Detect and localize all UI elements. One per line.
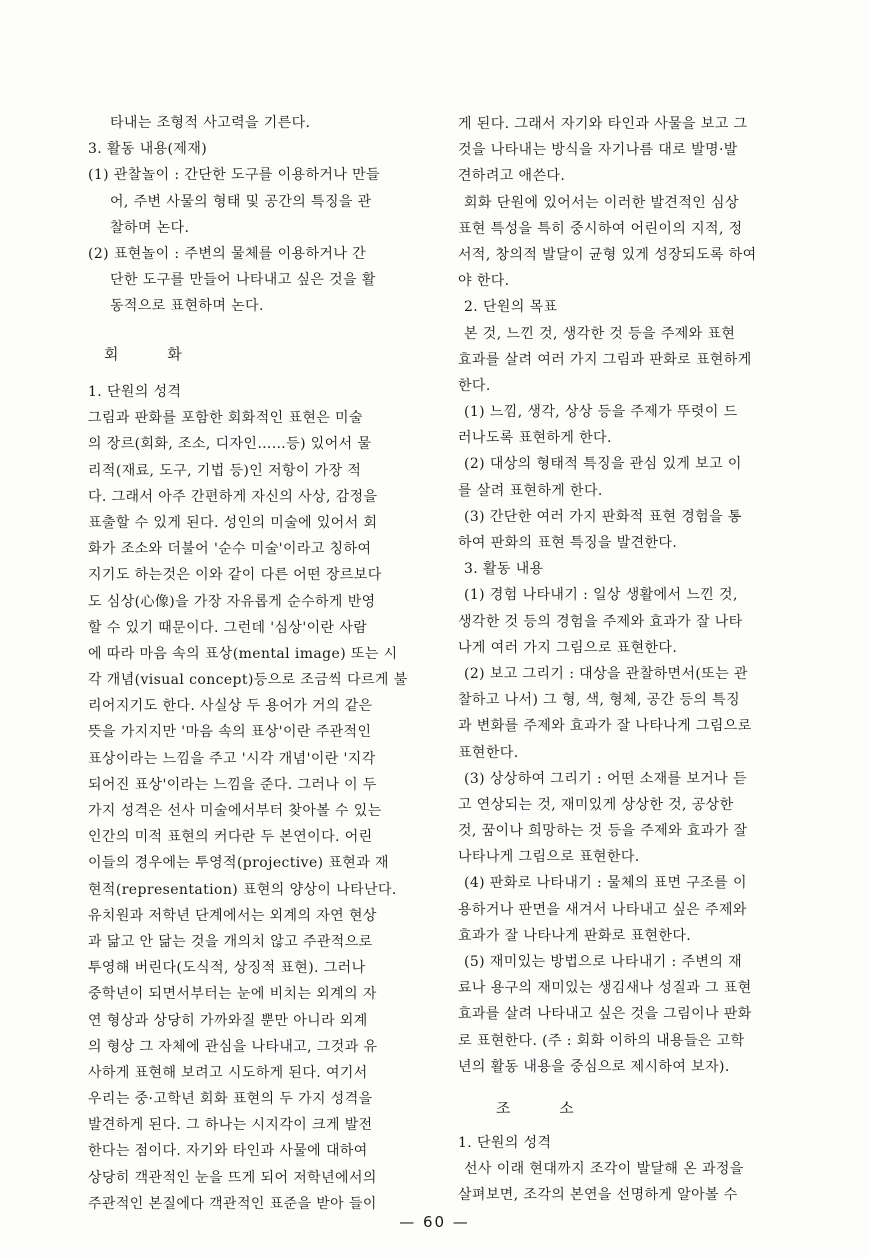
text-line: 표상이라는 느낌을 주고 '시각 개념'이란 '지각 (88, 750, 376, 767)
text-line: 야 한다. (458, 273, 510, 290)
text-line: 이들의 경우에는 투영적(projective) 표현과 재 (88, 855, 389, 872)
text-line: 중학년이 되면서부터는 눈에 비치는 외계의 자 (88, 986, 377, 1003)
text-line: 발견하게 된다. 그 하나는 시지각이 크게 발전 (88, 1117, 373, 1134)
text-line: 가지 성격은 선사 미술에서부터 찾아볼 수 있는 (88, 803, 382, 819)
text-line: 리어지기도 한다. 사실상 두 용어가 거의 같은 (88, 698, 373, 715)
text-line: 에 따라 마음 속의 표상(mental image) 또는 시 (88, 645, 398, 662)
heading-painting: 회 화 (104, 345, 204, 363)
list-item: (1) 느낌, 생각, 상상 등을 주제가 뚜렷이 드 (464, 404, 738, 421)
text-line: 러나도록 표현하게 한다. (458, 430, 612, 447)
text-line: 리적(재료, 도구, 기법 등)인 저항이 가장 적 (88, 462, 362, 479)
text-line: 어, 주변 사물의 형태 및 공간의 특징을 관 (110, 193, 372, 210)
text-line: 생각한 것 등의 경험을 주제와 효과가 잘 나타 (458, 613, 743, 630)
text-line: 주관적인 본질에다 객관적인 표준을 받아 들이 (88, 1195, 377, 1212)
list-item: (5) 재미있는 방법으로 나타내기 : 주변의 재 (464, 954, 743, 970)
text-line: 것을 나타내는 방식을 자기나름 대로 발명·발 (458, 142, 738, 159)
list-item: (2) 대상의 형태적 특징을 관심 있게 보고 이 (464, 456, 742, 473)
text-line: 그림과 판화를 포함한 회화적인 표현은 미술 (88, 410, 363, 427)
text-line: 유치원과 저학년 단계에서는 외계의 자연 현상 (88, 907, 377, 924)
text-line: 지기도 하는것은 이와 같이 다른 어떤 장르보다 (88, 567, 382, 584)
text-line: 도 심상(心像)을 가장 자유롭게 순수하게 반영 (88, 593, 376, 610)
page-number: — 60 — (399, 1213, 470, 1231)
text-line: 회화 단원에 있어서는 이러한 발견적인 심상 (464, 194, 739, 211)
section-heading: 1. 단원의 성격 (88, 384, 182, 400)
text-line: 연 형상과 상당히 가까와질 뿐만 아니라 외계 (88, 1012, 368, 1029)
text-line: 본 것, 느낀 것, 생각한 것 등을 주제와 표현 (464, 325, 736, 342)
text-line: 동적으로 표현하며 논다. (110, 298, 264, 315)
text-line: 우리는 중·고학년 회화 표현의 두 가지 성격을 (88, 1091, 373, 1108)
text-line: 것, 꿈이나 희망하는 것 등을 주제와 효과가 잘 (458, 823, 748, 840)
text-line: 로 표현한다. (주 : 회화 이하의 내용들은 고학 (458, 1032, 745, 1049)
text-line: 년의 활동 내용을 중심으로 제시하여 보자). (458, 1058, 730, 1075)
text-line: 효과를 살려 여러 가지 그림과 판화로 표현하게 (458, 351, 752, 368)
section-heading: 2. 단원의 목표 (464, 299, 558, 316)
text-line: 게 된다. 그래서 자기와 타인과 사물을 보고 그 (458, 116, 748, 132)
text-line: 서적, 창의적 발달이 균형 있게 성장되도록 하여 (458, 246, 757, 263)
text-line: 료나 용구의 재미있는 생김새나 성질과 그 표현 (458, 980, 752, 997)
section-heading: 3. 활동 내용(제재) (88, 141, 208, 158)
text-line: 단한 도구를 만들어 나타내고 싶은 것을 활 (110, 272, 376, 289)
text-line: 각 개념(visual concept)등으로 조금씩 다르게 불 (88, 672, 408, 689)
text-line: 표현 특성을 특히 중시하여 어린이의 지적, 정 (458, 220, 743, 237)
left-column-body (88, 379, 436, 1217)
text-line: 견하려고 애쓴다. (458, 168, 566, 185)
list-item: (1) 관찰놀이 : 간단한 도구를 이용하거나 만들 (88, 167, 380, 184)
text-line: 표출할 수 있게 된다. 성인의 미술에 있어서 회 (88, 514, 378, 531)
text-line: 되어진 표상'이라는 느낌을 준다. 그러나 이 두 (88, 776, 377, 793)
text-line: 현적(representation) 표현의 양상이 나타난다. (88, 881, 397, 898)
section-heading: 1. 단원의 성격 (458, 1135, 552, 1151)
list-item: (3) 간단한 여러 가지 판화적 표현 경험을 통 (464, 508, 742, 525)
text-line: 상당히 객관적인 눈을 뜨게 되어 저학년에서의 (88, 1169, 377, 1186)
list-item: (1) 경험 나타내기 : 일상 생활에서 느낀 것, (464, 587, 738, 604)
text-line: 찰하고 나서) 그 형, 색, 형체, 공간 등의 특징 (458, 692, 740, 709)
left-column (88, 110, 436, 320)
list-item: (4) 판화로 나타내기 : 물체의 표면 구조를 이 (464, 875, 747, 892)
text-line: 투영해 버린다(도식적, 상징적 표현). 그러나 (88, 960, 366, 977)
text-line: 사하게 표현해 보려고 시도하게 된다. 여기서 (88, 1064, 368, 1081)
text-line: 한다는 점이다. 자기와 타인과 사물에 대하여 (88, 1143, 368, 1160)
text-line: 용하거나 판면을 새겨서 나타내고 싶은 주제와 (458, 901, 747, 918)
list-item: (2) 보고 그리기 : 대상을 관찰하면서(또는 관 (464, 665, 748, 682)
text-line: 한다. (458, 377, 491, 394)
text-line: 다. 그래서 아주 간편하게 자신의 사상, 감정을 (88, 488, 378, 505)
text-line: 찰하며 논다. (110, 219, 190, 236)
text-line: 의 형상 그 자체에 관심을 나타내고, 그것과 유 (88, 1038, 378, 1055)
heading-sculpture: 조 소 (496, 1099, 596, 1117)
list-item: (3) 상상하여 그리기 : 어떤 소재를 보거나 듣 (464, 770, 747, 787)
text-line: 살펴보면, 조각의 본연을 선명하게 알아볼 수 (458, 1187, 738, 1204)
text-line: 표현한다. (458, 744, 519, 761)
section-heading: 3. 활동 내용 (464, 561, 544, 578)
text-line: 과 닮고 안 닮는 것을 개의치 않고 주관적으로 (88, 933, 373, 950)
right-column (458, 111, 806, 1080)
text-line: 하여 판화의 표현 특징을 발견한다. (458, 535, 678, 551)
text-line: 화가 조소와 더불어 '순수 미술'이라고 칭하여 (88, 541, 372, 558)
text-line: 인간의 미적 표현의 커다란 두 본연이다. 어린 (88, 829, 373, 846)
text-line: 효과가 잘 나타나게 판화로 표현한다. (458, 927, 692, 944)
text-line: 뜻을 가지지만 '마음 속의 표상'이란 주관적인 (88, 724, 372, 741)
text-line: 를 살려 표현하게 한다. (458, 482, 603, 499)
text-line: 나게 여러 가지 그림으로 표현한다. (458, 639, 678, 656)
text-line: 효과를 살려 나타내고 싶은 것을 그림이나 판화 (458, 1006, 752, 1023)
text-line: 타내는 조형적 사고력을 기른다. (110, 115, 311, 131)
list-item: (2) 표현놀이 : 주변의 물체를 이용하거나 간 (88, 245, 367, 262)
text-line: 과 변화를 주제와 효과가 잘 나타나게 그림으로 (458, 718, 752, 735)
text-line: 선사 이래 현대까지 조각이 발달해 온 과정을 (464, 1161, 744, 1178)
text-line: 의 장르(회화, 조소, 디자인……등) 있어서 물 (88, 436, 372, 453)
text-line: 나타나게 그림으로 표현한다. (458, 849, 640, 866)
text-line: 고 연상되는 것, 재미있게 상상한 것, 공상한 (458, 796, 734, 813)
right-column-body (458, 1130, 806, 1209)
text-line: 할 수 있기 때문이다. 그런데 '심상'이란 사람 (88, 619, 368, 636)
